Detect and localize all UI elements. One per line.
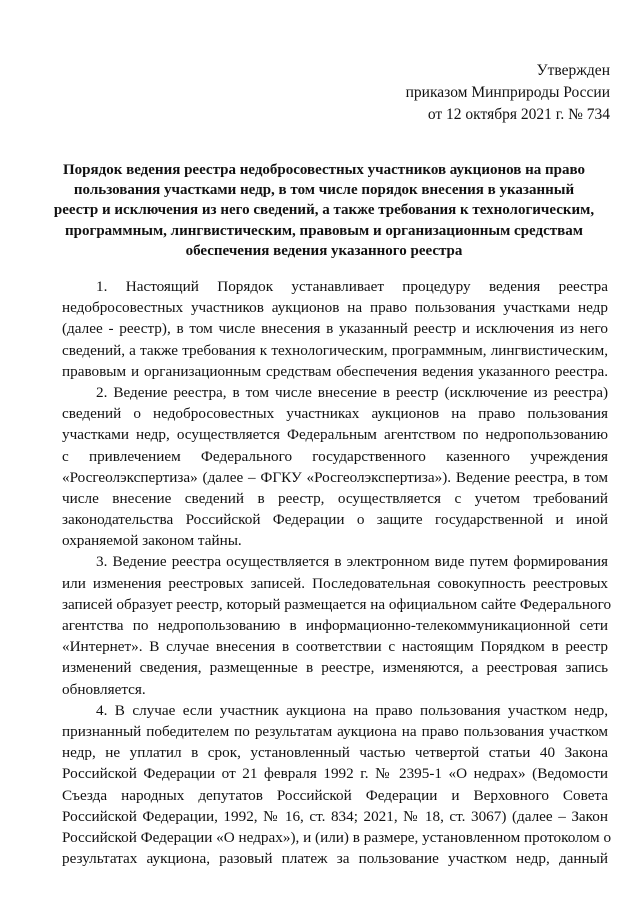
- paragraph-line: 1. Настоящий Порядок устанавливает процедуру ведения реестра: [96, 278, 608, 295]
- paragraph-line: или изменения реестровых записей. Последовательная совокупность реестровых: [62, 574, 608, 592]
- paragraph-line: результатах аукциона, разовый платеж за пользование участком недр, данный: [62, 850, 608, 868]
- paragraph-line: с привлечением Федерального государственного казенного учреждения: [62, 447, 608, 465]
- paragraph-line: числе внесение сведений в реестр, осуществляется с учетом требований: [62, 489, 608, 507]
- paragraph-line: агентства по недропользованию в информационно-телекоммуникационной сети: [62, 617, 608, 634]
- paragraph-1: [62, 276, 608, 382]
- title-line: Порядок ведения реестра недобросовестных участников аукционов на право: [63, 162, 585, 178]
- approval-line-approved: Утвержден: [536, 62, 610, 79]
- paragraph-line: охраняемой законом тайны.: [62, 532, 242, 550]
- paragraph-line: недобросовестных участников аукционов на право пользования участками недр: [62, 299, 608, 317]
- paragraph-2: [62, 382, 608, 552]
- paragraph-line: 2. Ведение реестра, в том числе внесение в реестр (исключение из реестра): [96, 383, 608, 401]
- paragraph-line: сведений, а также требования к технологическим, программным, лингвистическим,: [62, 341, 608, 359]
- paragraph-line: участками недр, осуществляется Федеральным агентством по недропользованию: [62, 426, 608, 444]
- paragraph-line: сведений о недобросовестных участниках аукционов на право пользования: [62, 405, 608, 423]
- paragraph-line: (далее - реестр), в том числе внесения в указанный реестр и исключения из него: [62, 320, 608, 338]
- paragraph-line: записей образует реестр, который размещается на официальном сайте Федерального: [62, 595, 612, 613]
- document-body: [62, 276, 612, 869]
- paragraph-line: 3. Ведение реестра осуществляется в электронном виде путем формирования: [96, 553, 608, 571]
- paragraph-line: Съезда народных депутатов Российской Федерации и Верховного Совета: [62, 786, 608, 804]
- paragraph-line: законодательства Российской Федерации о защите государственной и иной: [62, 511, 608, 529]
- paragraph-line: Российской Федерации «О недрах»), и (или) в размере, установленном протоколом о: [62, 828, 612, 846]
- paragraph-3: [62, 551, 612, 699]
- paragraph-line: изменений сведения, размещенные в реестре, изменяются, а реестровая запись: [62, 659, 608, 677]
- paragraph-line: «Росгеолэкспертиза» (далее – ФГКУ «Росгеолэкспертиза»). Ведение реестра, в том: [62, 468, 608, 486]
- paragraph-line: признанный победителем по результатам аукциона на право пользования участком: [62, 722, 608, 740]
- title-line: реестр и исключения из него сведений, а также требования к технологическим,: [53, 202, 595, 219]
- paragraph-line: недр, не уплатил в срок, установленный частью четвертой статьи 40 Закона: [62, 744, 608, 762]
- title-line: программным, лингвистическим, правовым и организационным средствам: [65, 222, 583, 239]
- title-line: обеспечения ведения указанного реестра: [185, 242, 463, 259]
- paragraph-line: Российской Федерации от 21 февраля 1992 г. № 2395-1 «О недрах» (Ведомости: [62, 765, 608, 783]
- approval-line-date: от 12 октября 2021 г. № 734: [427, 106, 610, 123]
- paragraph-line: «Интернет». В случае внесения в соответствии с настоящим Порядком в реестр: [62, 638, 608, 656]
- approval-stamp: [406, 60, 610, 126]
- paragraph-line: правовым и организационным средствам обеспечения ведения указанного реестра.: [62, 362, 608, 380]
- title-line: пользования участками недр, в том числе порядок внесения в указанный: [73, 182, 575, 199]
- paragraph-4: [62, 700, 612, 870]
- paragraph-line: 4. В случае если участник аукциона на право пользования участком недр,: [96, 701, 608, 719]
- document-title: [40, 160, 608, 261]
- paragraph-line: обновляется.: [62, 680, 146, 698]
- approval-line-order: приказом Минприроды России: [405, 84, 610, 101]
- paragraph-line: Российской Федерации, 1992, № 16, ст. 834; 2021, № 18, ст. 3067) (далее – Закон: [62, 807, 608, 825]
